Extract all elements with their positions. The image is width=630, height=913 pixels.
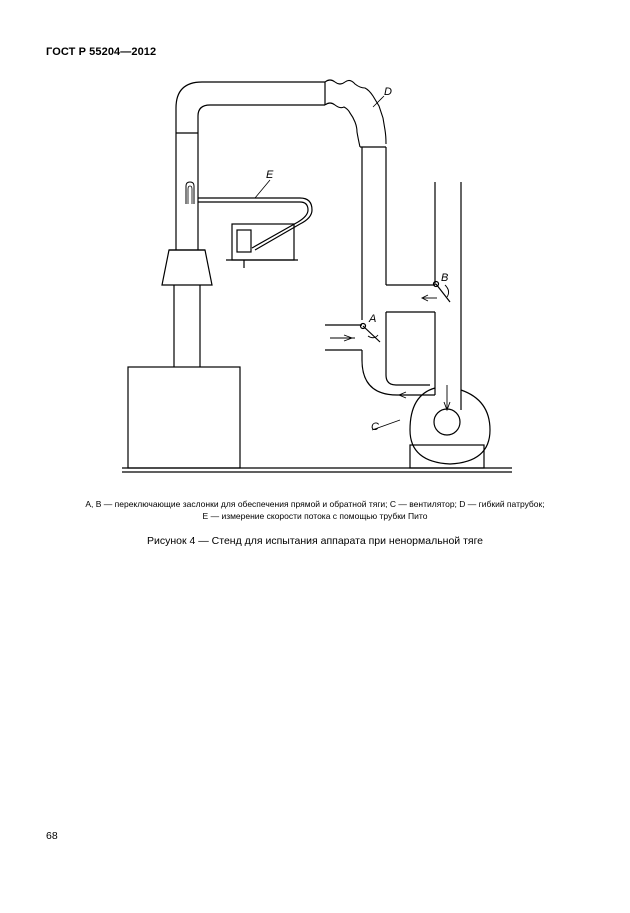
fan-rotor — [434, 409, 460, 435]
legend-line-2: E — измерение скорости потока с помощью трубки Пито — [202, 511, 428, 521]
document-code: ГОСТ Р 55204—2012 — [46, 46, 157, 58]
appliance-box — [128, 367, 240, 468]
chimney-elbow — [176, 82, 325, 108]
legend-line-1: A, B — переключающие заслонки для обеспечения прямой и обратной тяги; C — вентилятор; D — гибкий патрубок; — [85, 499, 545, 509]
figure-caption: Рисунок 4 — Стенд для испытания аппарата при ненормальной тяге — [146, 535, 484, 547]
label-c: C — [371, 421, 379, 433]
label-d: D — [384, 86, 392, 98]
figure-legend — [40, 498, 590, 522]
pitot-tube — [186, 182, 194, 204]
draft-hood — [162, 250, 212, 285]
label-b: B — [441, 272, 449, 284]
page-number: 68 — [46, 830, 58, 842]
label-e: E — [266, 169, 274, 181]
label-a: A — [369, 313, 377, 325]
fan-base — [410, 445, 484, 468]
flexible-hose — [325, 80, 386, 144]
fan-housing — [410, 388, 490, 464]
